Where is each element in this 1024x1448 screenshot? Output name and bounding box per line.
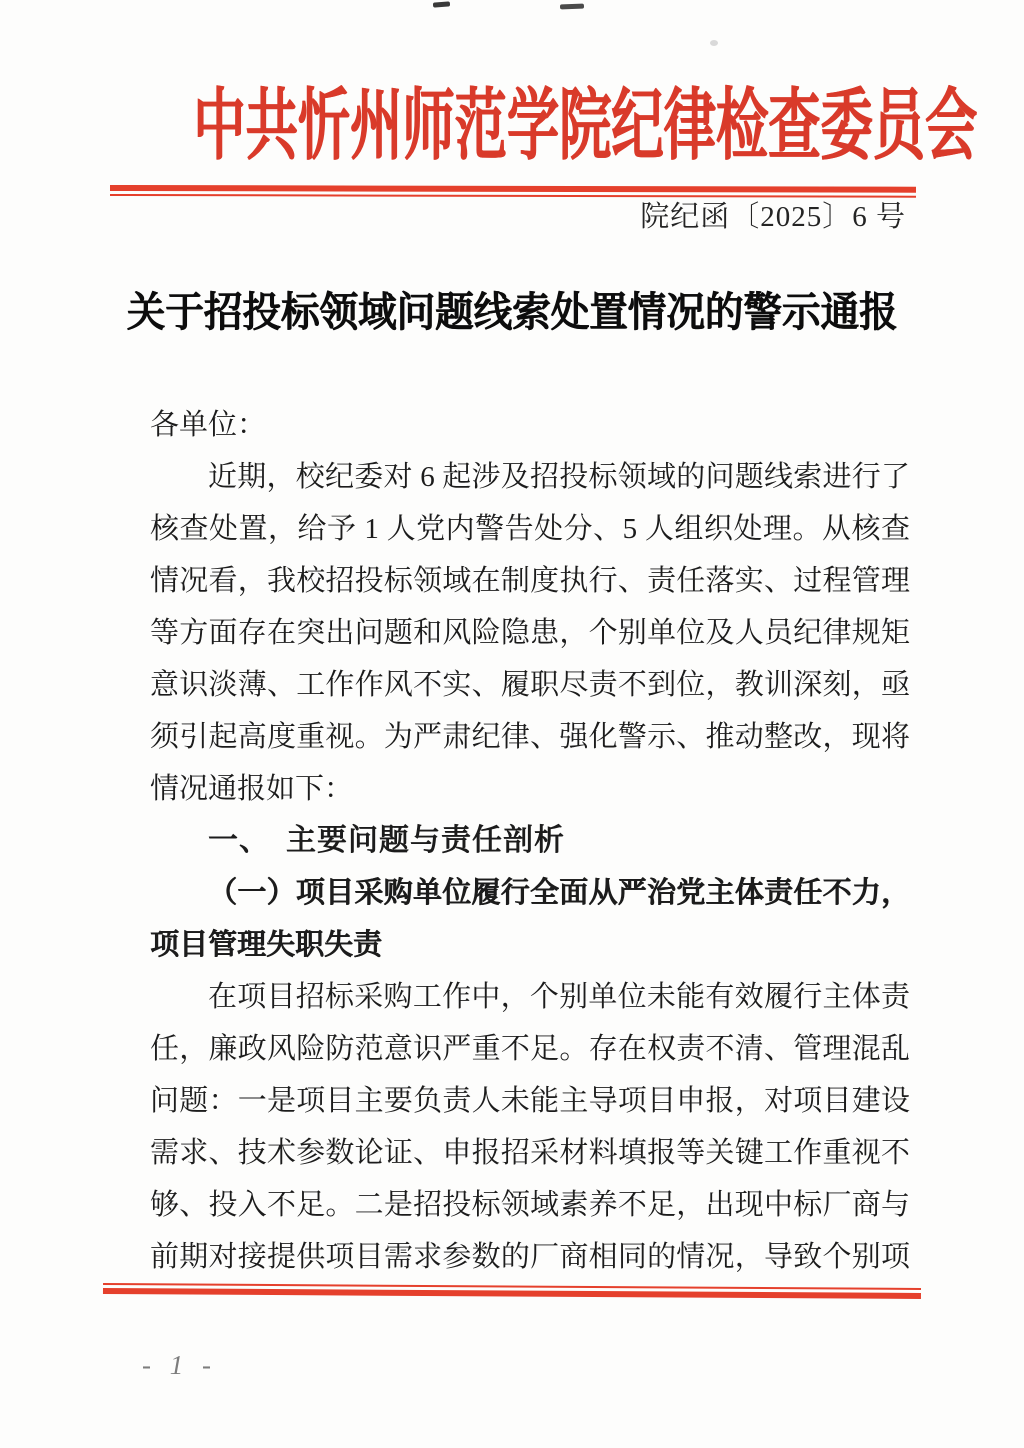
text-line: 近期，校纪委对 6 起涉及招投标领域的问题线索进行了 — [208, 461, 910, 493]
text-line: （一）项目采购单位履行全面从严治党主体责任不力， — [208, 877, 910, 909]
scan-artifact — [560, 4, 584, 10]
text-line: 任，廉政风险防范意识严重不足。存在权责不清、管理混乱 — [150, 1033, 910, 1065]
text-line: 情况看，我校招投标领域在制度执行、责任落实、过程管理 — [150, 565, 910, 597]
page-number: - 1 - — [142, 1350, 217, 1380]
document-number: 院纪函〔2025〕6 号 — [640, 201, 906, 233]
text-line: 须引起高度重视。为严肃纪律、强化警示、推动整改，现将 — [150, 721, 910, 753]
scan-artifact — [710, 40, 718, 46]
text-line: 各单位： — [150, 409, 267, 441]
letterhead — [0, 80, 1024, 172]
footer-separator-rule — [103, 1283, 921, 1299]
text-line: 够、投入不足。二是招投标领域素养不足，出现中标厂商与 — [150, 1189, 910, 1221]
text-line: 项目管理失职失责 — [150, 929, 383, 961]
text-line: 前期对接提供项目需求参数的厂商相同的情况，导致个别项 — [150, 1241, 910, 1273]
text-line: 核查处置，给予 1 人党内警告处分、5 人组织处理。从核查 — [150, 513, 910, 545]
text-line: 一、 主要问题与责任剖析 — [208, 824, 565, 857]
text-line: 问题：一是项目主要负责人未能主导项目申报，对项目建设 — [150, 1085, 910, 1117]
text-line: 情况通报如下： — [150, 773, 354, 805]
text-line: 意识淡薄、工作作风不实、履职尽责不到位，教训深刻，亟 — [150, 669, 910, 701]
scan-artifact — [433, 1, 450, 7]
text-line: 在项目招标采购工作中，个别单位未能有效履行主体责 — [208, 981, 910, 1013]
rule-thin-line — [110, 194, 916, 198]
document-body — [150, 399, 910, 1283]
document-title: 关于招投标领域问题线索处置情况的警示通报 — [126, 289, 898, 335]
organization-title: 中共忻州师范学院纪律检查委员会 — [193, 82, 977, 169]
text-line: 等方面存在突出问题和风险隐患，个别单位及人员纪律规矩 — [150, 617, 910, 649]
text-line: 需求、技术参数论证、申报招采材料填报等关键工作重视不 — [150, 1137, 910, 1169]
letterhead-separator-rule — [110, 185, 916, 198]
title-row — [0, 286, 1024, 338]
